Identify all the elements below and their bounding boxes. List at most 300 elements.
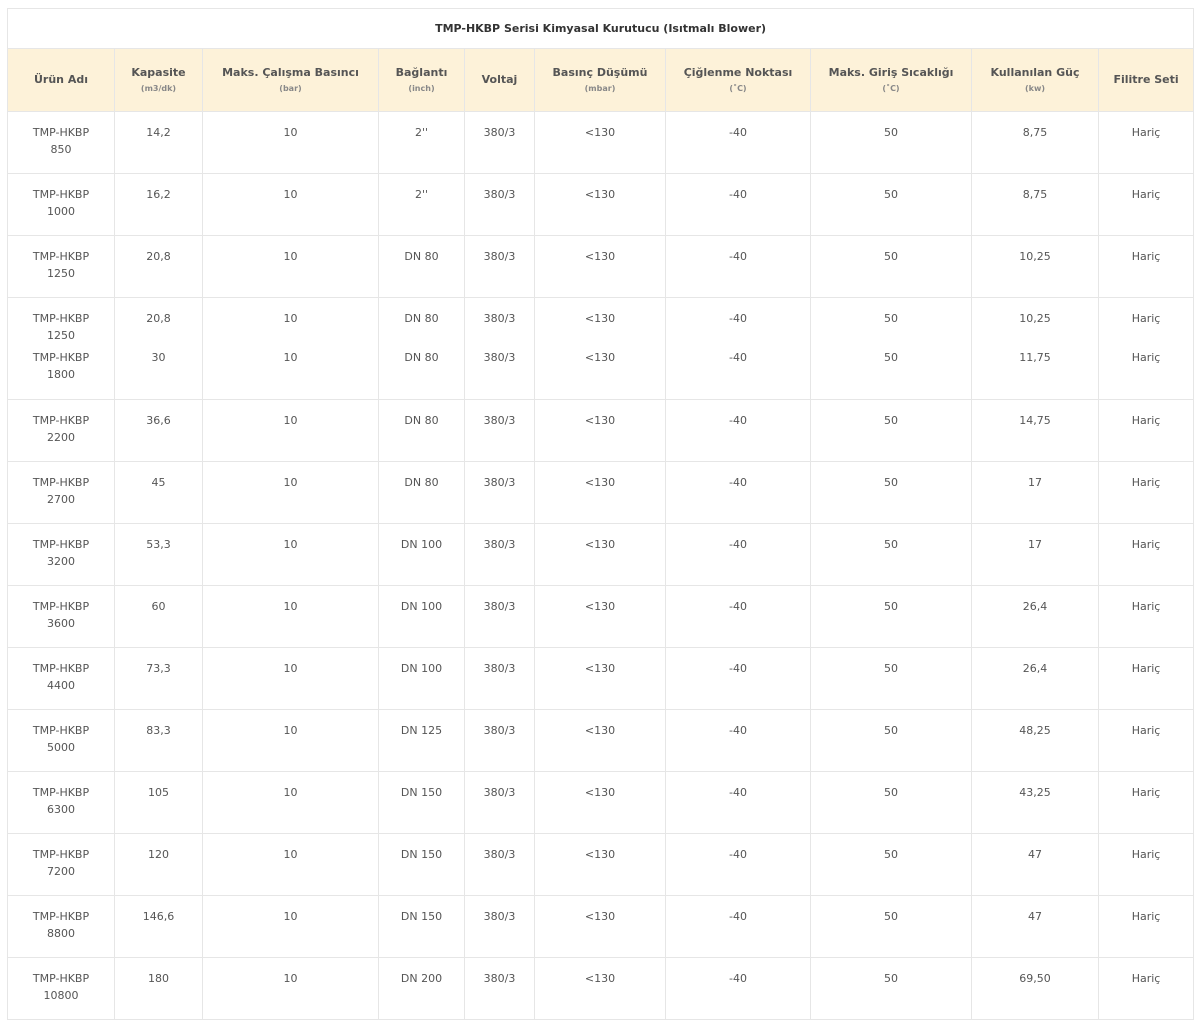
spec-cell [811,896,972,958]
spec-value: Hariç [1131,476,1161,489]
table-header-row [8,49,1194,112]
spec-cell [811,772,972,834]
spec-cell [115,896,203,958]
product-series: TMP-HKBP [32,312,90,325]
product-series: TMP-HKBP [32,188,90,201]
product-name-cell [8,958,115,1020]
spec-cell [535,896,666,958]
spec-value: 10 [283,786,298,799]
spec-cell [972,298,1099,400]
table-row [8,710,1194,772]
spec-value: 26,4 [1022,662,1048,675]
product-name [30,846,92,880]
column-header-label: Kapasite [131,66,186,79]
table-row [8,298,1194,400]
spec-cell [379,896,465,958]
spec-value: Hariç [1131,600,1161,613]
spec-value: 380/3 [483,786,516,799]
spec-value: 50 [884,538,898,551]
column-header-unit: (bar) [279,84,302,93]
spec-cell [115,648,203,710]
spec-value: -40 [729,126,747,139]
column-header-label: Ürün Adı [33,73,88,86]
spec-value: 50 [884,351,898,364]
spec-cell [811,462,972,524]
spec-value: 10 [283,351,298,364]
spec-value: 17 [1028,476,1042,489]
product-name [30,598,92,632]
column-header-unit: (mbar) [584,84,616,93]
spec-cell [1099,112,1194,174]
spec-cell [203,524,379,586]
product-model: 1000 [47,205,75,218]
spec-cell [666,648,811,710]
spec-cell [379,834,465,896]
column-header [666,49,811,112]
table-row [8,524,1194,586]
column-header-label: Maks. Çalışma Basıncı [222,66,359,79]
spec-cell [535,710,666,772]
spec-value: 10 [283,188,298,201]
spec-cell [379,174,465,236]
spec-cell [972,400,1099,462]
spec-cell [535,112,666,174]
spec-cell [203,772,379,834]
spec-value: -40 [729,848,747,861]
spec-value: 10,25 [1019,312,1051,325]
product-name [30,536,92,570]
product-name-cell [8,586,115,648]
spec-cell [666,958,811,1020]
spec-cell [972,958,1099,1020]
table-body [8,112,1194,1020]
column-header-unit: (˚C) [729,84,747,93]
spec-value: <130 [584,476,616,489]
spec-cell [1099,236,1194,298]
spec-cell [666,586,811,648]
spec-value: 50 [884,724,898,737]
spec-cell [465,400,535,462]
spec-value: -40 [729,724,747,737]
spec-cell [203,896,379,958]
spec-value: Hariç [1131,188,1161,201]
spec-cell [811,400,972,462]
product-name [30,186,92,220]
product-model: 6300 [47,803,75,816]
product-series: TMP-HKBP [32,351,90,364]
spec-value: <130 [584,188,616,201]
spec-value: -40 [729,351,747,364]
product-series: TMP-HKBP [32,600,90,613]
spec-cell [379,524,465,586]
column-header [465,49,535,112]
spec-value: 73,3 [146,662,171,675]
product-model: 1800 [47,368,75,381]
spec-value: 47 [1028,910,1042,923]
product-name-cell [8,896,115,958]
product-model: 1250 [47,267,75,280]
spec-value: 43,25 [1019,786,1051,799]
spec-cell [1099,834,1194,896]
spec-cell [465,586,535,648]
spec-cell [972,174,1099,236]
table-row [8,586,1194,648]
spec-cell [666,174,811,236]
spec-cell [972,648,1099,710]
spec-value: 10 [283,250,298,263]
product-name-cell [8,236,115,298]
spec-value: 69,50 [1019,972,1051,985]
spec-value: 50 [884,126,898,139]
spec-value: <130 [584,414,616,427]
spec-value: DN 150 [400,910,443,923]
product-series: TMP-HKBP [32,786,90,799]
product-model: 10800 [43,989,79,1002]
column-header [379,49,465,112]
spec-cell [465,236,535,298]
spec-cell [1099,400,1194,462]
table-title: TMP-HKBP Serisi Kimyasal Kurutucu (Isıtmalı Blower) [435,22,767,35]
spec-value: 50 [884,910,898,923]
spec-cell [666,462,811,524]
product-name [30,124,92,158]
spec-cell [115,524,203,586]
spec-cell [811,112,972,174]
spec-cell [535,236,666,298]
spec-value: -40 [729,250,747,263]
spec-value: 2'' [414,188,429,201]
product-name-cell [8,298,115,400]
spec-value: -40 [729,786,747,799]
product-series: TMP-HKBP [32,910,90,923]
spec-cell [465,462,535,524]
spec-value: 14,2 [146,126,171,139]
spec-value: 14,75 [1019,414,1051,427]
spec-cell [972,462,1099,524]
column-header [115,49,203,112]
table-row [8,896,1194,958]
product-series: TMP-HKBP [32,848,90,861]
table-row [8,112,1194,174]
product-model: 3200 [47,555,75,568]
spec-value: <130 [584,724,616,737]
spec-value: 50 [884,188,898,201]
product-model: 3600 [47,617,75,630]
spec-cell [972,710,1099,772]
product-name-cell [8,710,115,772]
spec-cell [465,772,535,834]
product-series: TMP-HKBP [32,126,90,139]
product-name-cell [8,112,115,174]
spec-cell [1099,462,1194,524]
spec-cell [1099,524,1194,586]
spec-value: Hariç [1131,724,1161,737]
product-name-cell [8,174,115,236]
product-name [30,412,92,446]
spec-cell [203,710,379,772]
spec-cell [203,834,379,896]
product-series: TMP-HKBP [32,972,90,985]
spec-cell [972,834,1099,896]
spec-cell [379,958,465,1020]
product-series: TMP-HKBP [32,476,90,489]
spec-cell [379,462,465,524]
column-header-unit: (m3/dk) [140,84,177,93]
column-header-label: Voltaj [481,73,518,86]
column-header [535,49,666,112]
product-model: 7200 [47,865,75,878]
spec-cell [115,298,203,400]
spec-value: DN 125 [400,724,443,737]
spec-cell [666,524,811,586]
spec-value: -40 [729,312,747,325]
spec-value: -40 [729,476,747,489]
product-model: 4400 [47,679,75,692]
spec-cell [465,710,535,772]
product-model: 2200 [47,431,75,444]
spec-cell [203,400,379,462]
spec-cell [203,648,379,710]
spec-value: 10 [283,414,298,427]
spec-cell [115,462,203,524]
column-header-label: Çiğlenme Noktası [683,66,793,79]
spec-value: 380/3 [483,351,516,364]
spec-value: 10,25 [1019,250,1051,263]
product-name-cell [8,648,115,710]
spec-cell [115,772,203,834]
product-name [30,784,92,818]
spec-cell [465,834,535,896]
spec-cell [465,174,535,236]
spec-value: DN 150 [400,848,443,861]
product-series: TMP-HKBP [32,662,90,675]
spec-value: DN 100 [400,538,443,551]
spec-cell [379,772,465,834]
table-row [8,958,1194,1020]
spec-value: -40 [729,538,747,551]
spec-value: 45 [151,476,166,489]
spec-value: -40 [729,662,747,675]
spec-value: 16,2 [146,188,171,201]
spec-value: 380/3 [483,250,516,263]
spec-value: 10 [283,312,298,325]
spec-value: <130 [584,786,616,799]
spec-cell [203,462,379,524]
table-row [8,772,1194,834]
column-header [811,49,972,112]
column-header-label: Filitre Seti [1113,73,1179,86]
product-series: TMP-HKBP [32,250,90,263]
spec-cell [666,896,811,958]
column-header-label: Maks. Giriş Sıcaklığı [828,66,954,79]
product-name-cell [8,524,115,586]
column-header [203,49,379,112]
spec-cell [379,112,465,174]
spec-value: <130 [584,662,616,675]
spec-value: 36,6 [146,414,171,427]
spec-cell [115,236,203,298]
product-series: TMP-HKBP [32,724,90,737]
spec-cell [115,174,203,236]
spec-value: 50 [884,476,898,489]
spec-value: 53,3 [146,538,171,551]
spec-value: <130 [584,848,616,861]
spec-cell [811,648,972,710]
spec-value: DN 100 [400,662,443,675]
table-row [8,648,1194,710]
spec-value: 10 [283,724,298,737]
spec-value: -40 [729,600,747,613]
spec-value: DN 80 [404,414,439,427]
spec-value: 10 [283,476,298,489]
spec-cell [115,586,203,648]
column-header-label: Bağlantı [395,66,448,79]
spec-cell [1099,958,1194,1020]
spec-value: DN 80 [404,351,439,364]
spec-cell [811,236,972,298]
spec-value: Hariç [1131,414,1161,427]
column-header [8,49,115,112]
spec-cell [379,400,465,462]
spec-value: -40 [729,910,747,923]
product-name [30,349,92,383]
spec-value: <130 [584,910,616,923]
spec-cell [1099,586,1194,648]
spec-value: 2'' [414,126,429,139]
spec-value: Hariç [1131,848,1161,861]
product-name [30,248,92,282]
spec-value: Hariç [1131,312,1161,325]
column-header-unit: (inch) [408,84,435,93]
column-header [972,49,1099,112]
spec-cell [811,834,972,896]
spec-value: Hariç [1131,662,1161,675]
product-name [30,310,92,344]
spec-value: 380/3 [483,662,516,675]
spec-value: Hariç [1131,910,1161,923]
spec-cell [666,112,811,174]
spec-value: 8,75 [1022,188,1048,201]
spec-value: 17 [1028,538,1042,551]
spec-cell [972,896,1099,958]
spec-cell [811,958,972,1020]
spec-value: 380/3 [483,600,516,613]
spec-value: 26,4 [1022,600,1048,613]
spec-cell [115,710,203,772]
spec-cell [972,112,1099,174]
spec-cell [972,772,1099,834]
product-name [30,722,92,756]
product-name [30,908,92,942]
spec-cell [535,834,666,896]
spec-value: DN 80 [404,312,439,325]
spec-value: DN 80 [404,476,439,489]
spec-cell [379,298,465,400]
spec-value: <130 [584,538,616,551]
spec-cell [379,710,465,772]
spec-value: Hariç [1131,786,1161,799]
product-name-cell [8,400,115,462]
spec-value: 10 [283,848,298,861]
spec-cell [666,834,811,896]
spec-cell [666,236,811,298]
spec-value: 50 [884,972,898,985]
product-name [30,660,92,694]
spec-cell [203,174,379,236]
spec-value: 380/3 [483,312,516,325]
spec-cell [535,462,666,524]
spec-value: 380/3 [483,848,516,861]
spec-value: <130 [584,351,616,364]
spec-value: 50 [884,250,898,263]
spec-cell [203,586,379,648]
table-row [8,834,1194,896]
spec-value: Hariç [1131,351,1161,364]
spec-value: 10 [283,972,298,985]
spec-value: -40 [729,972,747,985]
spec-cell [666,772,811,834]
table-title-cell [8,9,1194,49]
product-name-cell [8,834,115,896]
spec-cell [535,648,666,710]
spec-cell [535,298,666,400]
spec-value: 20,8 [146,250,171,263]
spec-value: 10 [283,600,298,613]
spec-cell [203,298,379,400]
spec-cell [811,710,972,772]
column-header-unit: (kw) [1024,84,1046,93]
spec-value: 10 [283,126,298,139]
product-name-cell [8,772,115,834]
spec-value: 30 [151,351,166,364]
spec-value: 11,75 [1019,351,1051,364]
spec-cell [115,834,203,896]
spec-value: 83,3 [146,724,171,737]
product-name-cell [8,462,115,524]
spec-cell [1099,648,1194,710]
product-name [30,970,92,1004]
spec-value: DN 200 [400,972,443,985]
spec-cell [811,174,972,236]
spec-cell [465,958,535,1020]
spec-cell [535,174,666,236]
spec-cell [972,236,1099,298]
spec-value: 105 [148,786,169,799]
column-header-label: Kullanılan Güç [990,66,1080,79]
spec-cell [811,524,972,586]
spec-value: 50 [884,312,898,325]
table-row [8,462,1194,524]
spec-value: Hariç [1131,126,1161,139]
spec-value: Hariç [1131,972,1161,985]
spec-value: 50 [884,848,898,861]
spec-value: -40 [729,414,747,427]
column-header [1099,49,1194,112]
spec-cell [1099,298,1194,400]
spec-value: 10 [283,910,298,923]
spec-cell [465,112,535,174]
spec-cell [465,896,535,958]
spec-value: 380/3 [483,414,516,427]
spec-cell [465,648,535,710]
spec-cell [203,236,379,298]
product-series: TMP-HKBP [32,414,90,427]
spec-table-container [7,8,1193,1020]
spec-value: 50 [884,600,898,613]
spec-cell [666,298,811,400]
spec-cell [379,586,465,648]
spec-cell [535,772,666,834]
